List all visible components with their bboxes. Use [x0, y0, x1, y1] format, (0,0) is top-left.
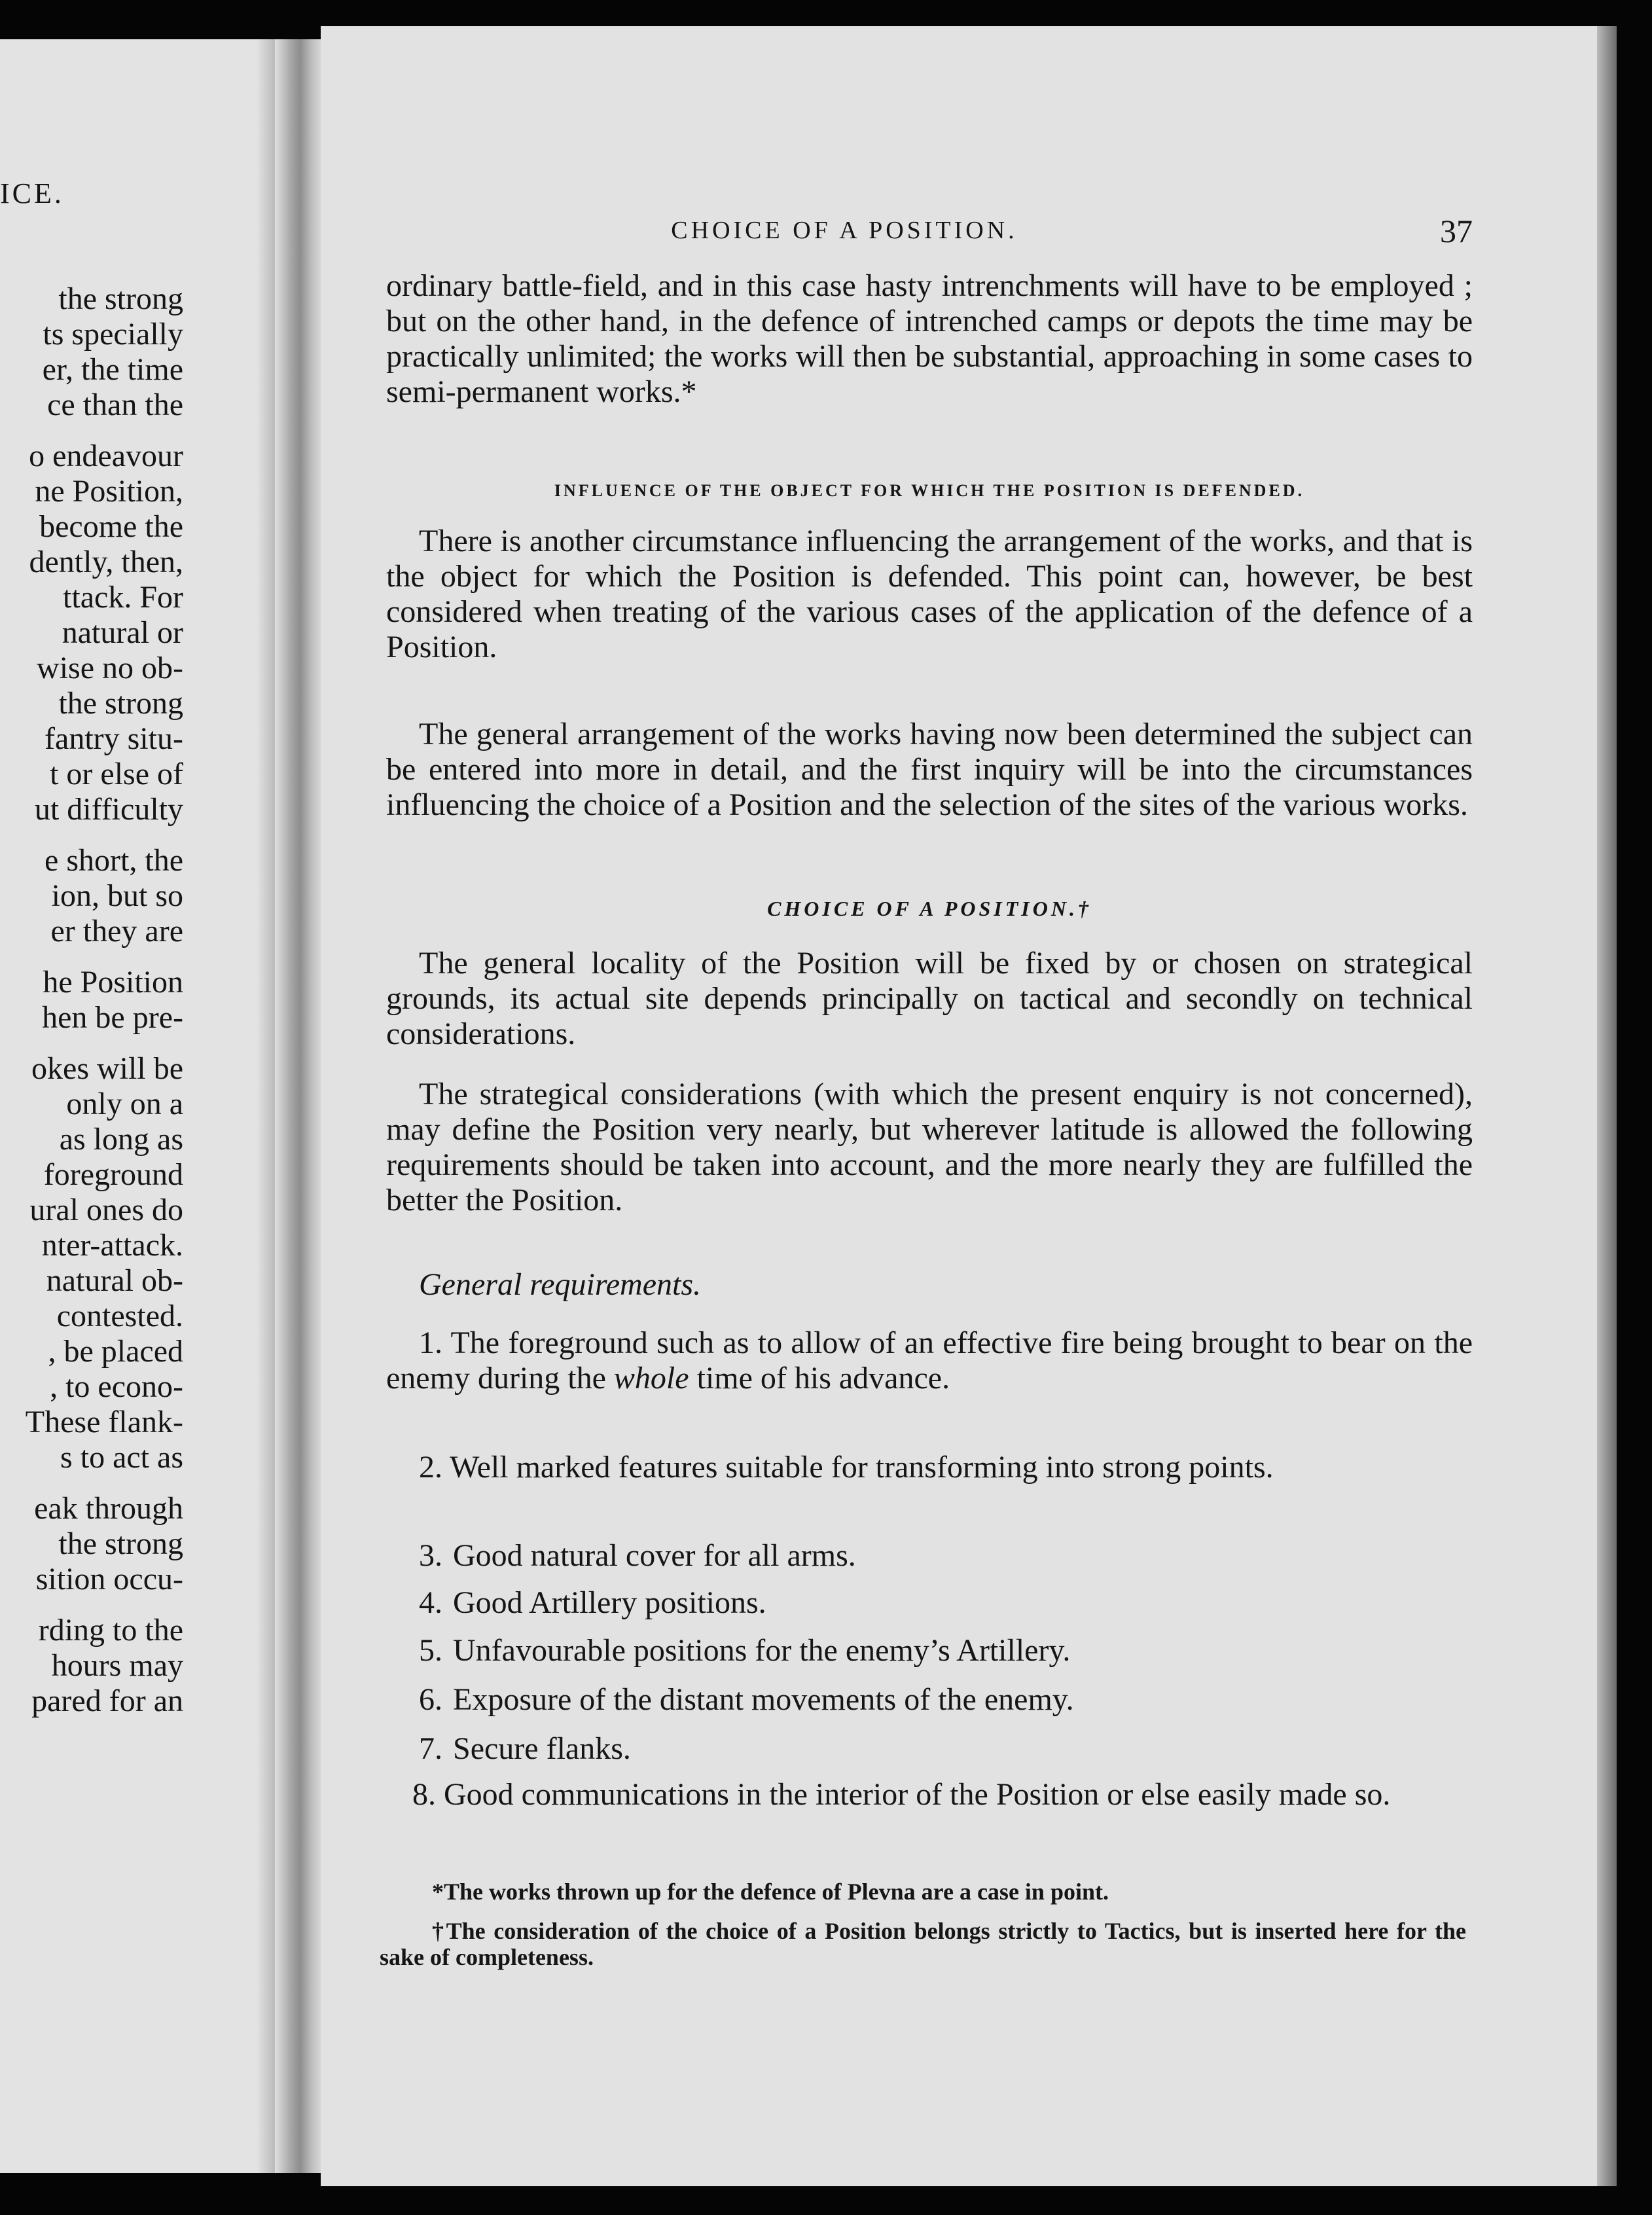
- requirement-1-number: 1.: [419, 1325, 442, 1360]
- requirement-5-number: 5.: [419, 1633, 442, 1668]
- requirement-6: [419, 1682, 1505, 1718]
- left-page-line: wise no ob-: [37, 651, 183, 685]
- left-page-text: [0, 281, 183, 1719]
- requirement-6-text: Exposure of the distant movements of the enemy.: [453, 1682, 1074, 1717]
- paragraph-1-block: [386, 268, 1473, 410]
- left-page-line: o endeavour: [29, 439, 183, 473]
- general-requirements-heading: General requirements.: [419, 1267, 702, 1302]
- requirement-3-block: [419, 1538, 1505, 1574]
- subheading-influence: INFLUENCE OF THE OBJECT FOR WHICH THE POSITION IS DEFENDED.: [554, 481, 1305, 500]
- left-page-line: rding to the: [38, 1613, 183, 1648]
- left-page-line: fantry situ-: [45, 721, 183, 756]
- requirement-5-block: [419, 1633, 1505, 1668]
- left-page-line: natural ob-: [46, 1263, 183, 1298]
- requirement-7-text: Secure flanks.: [453, 1731, 631, 1766]
- requirement-1-text-a: The foreground such as to allow of an effective fire being brought to bear on the enemy during the: [386, 1325, 1473, 1396]
- requirement-2-number: 2.: [419, 1450, 442, 1485]
- requirement-1-block: [386, 1325, 1473, 1396]
- section-heading: CHOICE OF A POSITION.†: [767, 897, 1092, 920]
- left-page-line: These flank-: [25, 1405, 183, 1439]
- requirement-3-number: 3.: [419, 1538, 442, 1573]
- left-page-line: foreground: [43, 1157, 183, 1192]
- left-page-line: t or else of: [50, 757, 183, 791]
- left-page-line: he Position: [43, 965, 183, 999]
- page-edge: [1597, 26, 1617, 2186]
- left-page-line: e short, the: [45, 843, 183, 878]
- requirement-8-text: Good communications in the interior of the Position or else easily made so.: [444, 1777, 1391, 1812]
- requirement-1-text-b: time of his advance.: [689, 1361, 950, 1396]
- paragraph-1: ordinary battle-field, and in this case hasty intrenchments will have to be employed ; but on the other hand, in the defence of intrenched camps or depots the time may be practically unlimited; the works will then be substantial, approaching in some cases to semi-permanent works.*: [386, 268, 1473, 409]
- left-page-line: ion, but so: [51, 878, 183, 913]
- book-gutter: [275, 39, 321, 2173]
- general-requirements-heading-block: [386, 1267, 1473, 1303]
- requirement-8: [380, 1777, 1466, 1812]
- requirement-8-block: [380, 1777, 1466, 1812]
- requirement-7: [419, 1731, 1505, 1767]
- left-page-line: nter-attack.: [41, 1228, 183, 1263]
- left-page-line: natural or: [62, 615, 183, 650]
- left-page-line: the strong: [58, 686, 183, 721]
- left-page-line: er they are: [50, 914, 183, 948]
- left-page-line: ttack. For: [63, 580, 183, 615]
- left-page-line: er, the time: [42, 352, 183, 387]
- requirement-3-text: Good natural cover for all arms.: [453, 1538, 856, 1573]
- paragraph-2-block: [386, 524, 1473, 665]
- paragraph-2: There is another circumstance influencing the arrangement of the works, and that is the object for which the Position is defended. This point can, however, be best considered when treating of the various cases of the application of the defence of a Position.: [386, 524, 1473, 664]
- requirement-5: [419, 1633, 1505, 1668]
- left-page-line: as long as: [59, 1122, 183, 1157]
- page-number: 37: [1440, 213, 1473, 249]
- requirement-4-text: Good Artillery positions.: [453, 1585, 766, 1620]
- requirement-6-block: [419, 1682, 1505, 1718]
- left-page-line: the strong: [58, 281, 183, 316]
- requirement-7-number: 7.: [419, 1731, 442, 1766]
- left-page-line: , to econo-: [50, 1369, 183, 1404]
- left-page-line: dently, then,: [29, 545, 183, 579]
- footnote-2-block: [380, 1918, 1466, 1970]
- paragraph-3: The general arrangement of the works having now been determined the subject can be entered into more in detail, and the first inquiry will be into the circumstances influencing the choice of a Position and the selection of the sites of the various works.: [386, 717, 1473, 822]
- left-page-line: the strong: [58, 1526, 183, 1561]
- left-page-line: ne Position,: [35, 474, 183, 509]
- left-page-line: ts specially: [43, 317, 183, 351]
- left-page-line: contested.: [56, 1299, 183, 1333]
- requirement-1: [386, 1325, 1473, 1396]
- left-page-line: only on a: [66, 1087, 183, 1121]
- left-page-line: , be placed: [48, 1334, 183, 1369]
- requirement-3: [419, 1538, 1505, 1574]
- left-page-line: ural ones do: [29, 1193, 183, 1227]
- requirement-6-number: 6.: [419, 1682, 442, 1717]
- requirement-5-text: Unfavourable positions for the enemy’s Artillery.: [453, 1633, 1071, 1668]
- left-page-line: hen be pre-: [42, 1000, 183, 1035]
- paragraph-5-block: [386, 1077, 1473, 1218]
- requirement-8-number: 8.: [412, 1777, 436, 1812]
- requirement-7-block: [419, 1731, 1505, 1767]
- running-title: CHOICE OF A POSITION.: [671, 217, 1018, 244]
- requirement-2-text: Well marked features suitable for transforming into strong points.: [450, 1450, 1274, 1485]
- right-page: [321, 26, 1597, 2186]
- left-page: [0, 39, 275, 2173]
- footnote-2: †The consideration of the choice of a Position belongs strictly to Tactics, but is inserted here for the sake of completeness.: [380, 1918, 1466, 1970]
- section-heading-block: [386, 897, 1473, 921]
- left-page-line: sition occu-: [35, 1562, 183, 1596]
- requirement-4-number: 4.: [419, 1585, 442, 1620]
- requirement-2-block: [386, 1450, 1473, 1485]
- requirement-4-block: [419, 1585, 1505, 1621]
- left-page-line: ce than the: [47, 387, 183, 422]
- left-page-line: hours may: [51, 1648, 183, 1683]
- paragraph-3-block: [386, 717, 1473, 823]
- footnote-1-block: [380, 1879, 1466, 1905]
- running-head: [386, 213, 1473, 255]
- subheading-influence-block: [386, 481, 1473, 501]
- left-page-header: ICE.: [0, 177, 64, 209]
- left-page-line: eak through: [34, 1491, 183, 1526]
- left-page-line: ut difficulty: [34, 792, 183, 827]
- left-page-line: s to act as: [60, 1440, 183, 1475]
- footnote-1: *The works thrown up for the defence of Plevna are a case in point.: [432, 1879, 1109, 1905]
- requirement-2: [386, 1450, 1473, 1485]
- left-page-line: become the: [39, 509, 183, 544]
- left-page-line: okes will be: [31, 1051, 183, 1086]
- paragraph-4: The general locality of the Position will be fixed by or chosen on strategical grounds, its actual site depends principally on tactical and secondly on technical considerations.: [386, 946, 1473, 1051]
- left-page-line: pared for an: [31, 1684, 183, 1718]
- paragraph-4-block: [386, 946, 1473, 1052]
- paragraph-5: The strategical considerations (with which the present enquiry is not concerned), may define the Position very nearly, but wherever latitude is allowed the following requirements should be taken into account, and the more nearly they are fulfilled the better the Position.: [386, 1077, 1473, 1217]
- requirement-4: [419, 1585, 1505, 1621]
- requirement-1-emphasis: whole: [613, 1361, 689, 1396]
- left-page-shade: [257, 39, 275, 2173]
